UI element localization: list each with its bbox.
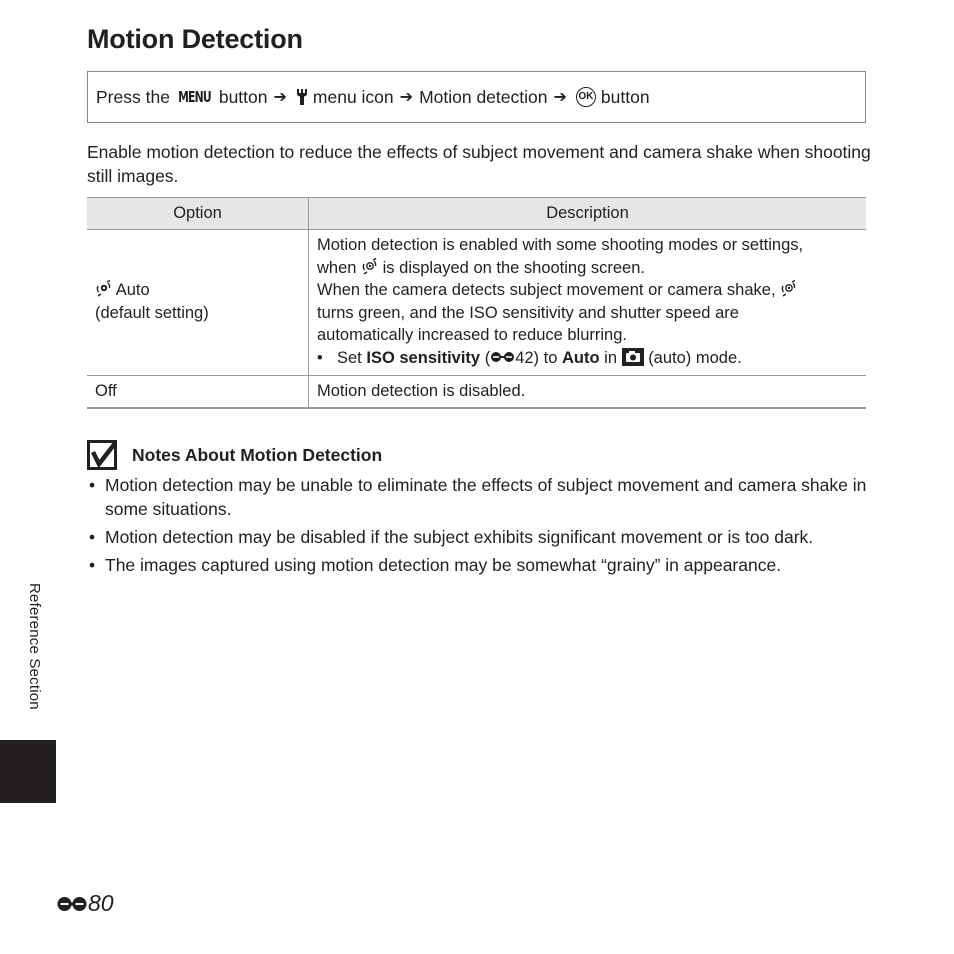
desc-line: is displayed on the shooting screen. [382,258,645,277]
menu-button-glyph: MENU [178,88,211,106]
bullet-text: Set [337,348,362,367]
page-number-text: 80 [88,890,114,916]
button-text: button [218,86,268,107]
desc-line: when [317,258,357,277]
bullet-text: (auto) mode. [648,348,742,367]
e-reference-icon [57,895,87,913]
desc-line: Motion detection is enabled with some shooting modes or settings, [317,236,804,254]
note-text: Motion detection may be unable to eliminate the effects of subject movement and camera shake in some situations. [105,475,867,519]
bullet-dot: • [89,555,96,575]
option-off-description: Motion detection is disabled. [309,375,867,408]
button-end-text: button [600,86,650,107]
bullet-dot: • [317,348,323,367]
ok-button-icon: OK [576,87,596,107]
notes-heading [87,440,382,470]
motion-detection-icon [95,280,112,297]
header-description: Description [309,198,867,230]
desc-bullet [317,347,866,370]
notes-list [87,473,877,581]
list-item [87,473,877,521]
bullet-text: 42) to [515,348,558,367]
wrench-icon [295,88,309,106]
side-tab-label: Reference Section [26,583,43,710]
arrow-icon: ➔ [553,89,567,106]
bullet-text: in [604,348,617,367]
note-text: Motion detection may be disabled if the subject exhibits significant movement or is too dark. [105,527,814,547]
menu-icon-text: menu icon [312,86,394,107]
option-auto-label: Auto [115,281,150,300]
note-text: The images captured using motion detection may be somewhat “grainy” in appearance. [105,555,782,575]
bullet-dot: • [89,475,96,495]
header-option: Option [87,198,309,230]
bullet-dot: • [89,527,96,547]
e-reference-icon [490,351,515,363]
motion-detection-text: Motion detection [419,86,548,107]
option-off-label: Off [87,375,309,408]
auto-label: Auto [561,348,600,367]
arrow-icon: ➔ [399,89,414,106]
arrow-icon: ➔ [273,89,287,106]
desc-line: turns green, and the ISO sensitivity and shutter speed are [317,303,739,322]
options-table [87,197,866,409]
list-item [87,525,877,549]
press-the-text: Press the [96,86,170,107]
desc-line: When the camera detects subject movement or camera shake, [317,281,776,300]
table-row [87,375,866,408]
description-cell [309,230,867,376]
intro-paragraph: Enable motion detection to reduce the effects of subject movement and camera shake when shooting still images. [87,142,871,186]
menu-path-box [87,71,866,123]
notes-heading-text: Notes About Motion Detection [132,444,383,465]
desc-line: automatically increased to reduce blurring. [317,326,627,345]
page-title: Motion Detection [87,24,303,54]
option-cell [87,230,309,376]
side-tab-marker [0,740,56,803]
camera-auto-mode-icon [622,348,644,366]
bullet-text: ( [484,348,491,367]
table-row [87,230,866,376]
list-item [87,553,877,577]
motion-detection-icon [780,280,797,297]
check-note-icon [87,440,117,470]
option-default-note: (default setting) [95,303,209,322]
page-number [57,890,114,917]
iso-sensitivity-label: ISO sensitivity [366,348,481,367]
motion-detection-icon [361,258,378,275]
